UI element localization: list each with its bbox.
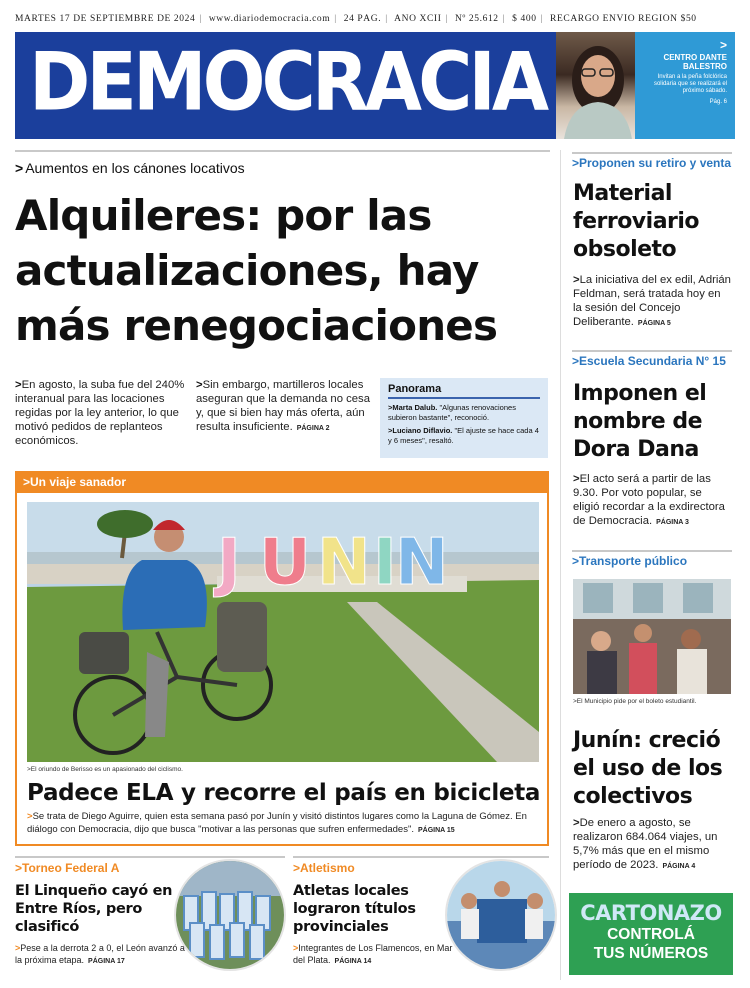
panorama-box — [380, 378, 548, 458]
atletismo-body-text: Integrantes de Los Flamencos, en Mar del Plata. — [293, 943, 453, 965]
panorama-name-2: >Luciano Diflavio. — [388, 426, 453, 435]
promo-arrow-icon: > — [719, 38, 727, 52]
cartonazo-ad[interactable] — [569, 893, 733, 975]
promo-box[interactable] — [635, 32, 735, 139]
panorama-item-1 — [388, 403, 540, 422]
sign-letter: N — [395, 526, 449, 600]
athletes-photo[interactable] — [445, 859, 557, 971]
kicker-arrow-icon: > — [15, 160, 24, 176]
side2-page-ref: PÁGINA 3 — [656, 519, 689, 526]
side3-bar-label: >Transporte público — [572, 554, 688, 568]
side3-section-bar — [572, 550, 732, 568]
panorama-quote-2: "El ajuste se hace cada 4 y 6 meses", resaltó. — [388, 426, 539, 445]
promo-title: CENTRO DANTE BALESTRO — [663, 53, 727, 71]
side3-page-ref: PÁGINA 4 — [662, 863, 696, 870]
side1-section-bar — [572, 152, 732, 170]
side2-section-bar — [572, 350, 732, 368]
panorama-quote-1: "Algunas renovaciones subieron bastante", reconoció. — [388, 403, 516, 422]
divider — [15, 150, 550, 152]
main-bullet-2-text: Sin embargo, martilleros locales aseguran que la demanda no cesa y, que si bien hay más oferta, aún resulta insuficiente. — [196, 379, 370, 433]
sign-letter: N — [317, 526, 371, 600]
atletismo-page-ref: PÁGINA 14 — [334, 958, 372, 965]
atletismo-bar-label: >Atletismo — [293, 861, 355, 875]
masthead — [15, 32, 735, 139]
side2-headline[interactable]: Imponen el nombre de Dora Dana — [573, 381, 707, 462]
torneo-bar-label: >Torneo Federal A — [15, 861, 120, 875]
page-count: 24 PÁG. — [343, 14, 382, 24]
feature-body-text: Se trata de Diego Aguirre, quien esta semana pasó por Junín y visitó distintos lugares como la Laguna de Gómez. En diálogo con Democracia, dijo que busca "motivar a las personas que sufren enfermedades". — [27, 811, 527, 835]
sign-letter: I — [373, 526, 397, 600]
cartonazo-line-2: TUS NÚMEROS — [593, 945, 709, 962]
year: AÑO XCII — [394, 14, 442, 24]
cartonazo-logo: CARTONAZO — [580, 901, 722, 925]
side1-body-text: La iniciativa del ex edil, Adrián Feldman, será tratada hoy en la sesión del Concejo Deliberante. — [573, 274, 731, 328]
promo-page: Pág. 6 — [709, 98, 727, 105]
promo-portrait-photo — [556, 32, 638, 139]
main-headline[interactable]: Alquileres: por las actualizaciones, hay más renegociaciones — [15, 191, 498, 350]
sign-letter: J — [217, 526, 241, 600]
top-info-line: MARTES 17 DE SEPTIEMBRE DE 2024 | www.diariodemocracia.com | 24 PÁG. | AÑO XCII | Nº 25.612 | $ 400 | RECARGO ENVÍO REGIÓN $50 — [15, 14, 697, 24]
side2-body-text: El acto será a partir de las 9.30. Por voto popular, se eligió recordar a la exdirectora de Democracia. — [573, 473, 725, 527]
panorama-item-2 — [388, 426, 540, 445]
feature-headline[interactable]: Padece ELA y recorre el país en bicicleta — [27, 780, 541, 806]
side1-headline[interactable]: Material ferroviario obsoleto — [573, 181, 700, 262]
main-kicker-text: Aumentos en los cánones locativos — [25, 160, 245, 176]
newspaper-logo[interactable]: DEMOCRACIA — [29, 36, 546, 129]
cyclist-photo[interactable] — [27, 502, 539, 762]
torneo-body: >Pese a la derrota 2 a 0, el León avanzó a la próxima etapa. PÁGINA 17 — [15, 943, 185, 965]
issue-number: Nº 25.612 — [454, 14, 499, 24]
torneo-body-text: Pese a la derrota 2 a 0, el León avanzó a la próxima etapa. — [15, 943, 185, 965]
price: $ 400 — [512, 14, 537, 24]
side3-body-text: De enero a agosto, se realizaron 684.064 viajes, un 5,7% más que en el mismo período de 2023. — [573, 817, 718, 871]
sign-letter: U — [259, 526, 311, 600]
column-divider — [560, 150, 561, 980]
panorama-title: Panorama — [388, 383, 540, 399]
side3-body: >De enero a agosto, se realizaron 684.064 viajes, un 5,7% más que en el mismo período de 2023. PÁGINA 4 — [573, 817, 718, 871]
torneo-page-ref: PÁGINA 17 — [88, 958, 125, 965]
atletismo-headline[interactable]: Atletas locales lograron títulos provinciales — [293, 883, 416, 935]
main-bullet-2: >Sin embargo, martilleros locales aseguran que la demanda no cesa y, que si bien hay más oferta, aún resulta insuficiente. PÁGINA 2 — [196, 379, 370, 433]
side1-page-ref: PÁGINA 5 — [637, 320, 671, 327]
main-bullet-1: >En agosto, la suba fue del 240% interanual para las locaciones regidas por la ley anterior, lo que motivó pedidos de replanteos económicos. — [15, 379, 185, 447]
panorama-name-1: >Marta Dalub. — [388, 403, 438, 412]
photo-caption: >El oriundo de Berisso es un apasionado del ciclismo. — [27, 766, 183, 773]
side2-bar-label: >Escuela Secundaria N° 15 — [572, 354, 726, 368]
main-page-ref: PÁGINA 2 — [296, 425, 330, 432]
side1-bar-label: >Proponen su retiro y venta — [572, 156, 732, 170]
bus-photo[interactable] — [573, 579, 731, 694]
promo-text: Invitan a la peña folclórica solidaria que se realizará el próximo sábado. — [653, 74, 727, 95]
cartonazo-line-1: CONTROLÁ — [607, 926, 695, 943]
side3-headline[interactable]: Junín: creció el uso de los colectivos — [573, 728, 723, 809]
surcharge: RECARGO ENVÍO REGIÓN $50 — [550, 14, 697, 24]
issue-date: MARTES 17 DE SEPTIEMBRE DE 2024 — [15, 14, 196, 24]
main-kicker — [15, 160, 245, 176]
feature-section-bar: >Un viaje sanador — [15, 471, 549, 493]
atletismo-body: >Integrantes de Los Flamencos, en Mar del Plata. PÁGINA 14 — [293, 943, 453, 965]
torneo-headline[interactable]: El Linqueño cayó en Entre Ríos, pero clasificó — [15, 883, 173, 935]
side2-body: >El acto será a partir de las 9.30. Por voto popular, se eligió recordar a la exdirectora de Democracia. PÁGINA 3 — [573, 473, 725, 527]
bus-photo-caption: >El Municipio pide por el boleto estudiantil. — [573, 698, 697, 705]
side1-body: >La iniciativa del ex edil, Adrián Feldman, será tratada hoy en la sesión del Concejo Deliberante. PÁGINA 5 — [573, 274, 731, 328]
main-bullet-1-text: En agosto, la suba fue del 240% interanual para las locaciones regidas por la ley anterior, lo que motivó pedidos de replanteos económicos. — [15, 379, 185, 447]
website[interactable]: www.diariodemocracia.com — [208, 14, 331, 24]
team-photo[interactable] — [174, 859, 286, 971]
feature-page-ref: PÁGINA 15 — [417, 826, 455, 834]
feature-body: >Se trata de Diego Aguirre, quien esta semana pasó por Junín y visitó distintos lugares como la Laguna de Gómez. En diálogo con Democracia, dijo que busca "motivar a las personas que sufren enfermedades". PÁGINA 15 — [27, 811, 527, 835]
